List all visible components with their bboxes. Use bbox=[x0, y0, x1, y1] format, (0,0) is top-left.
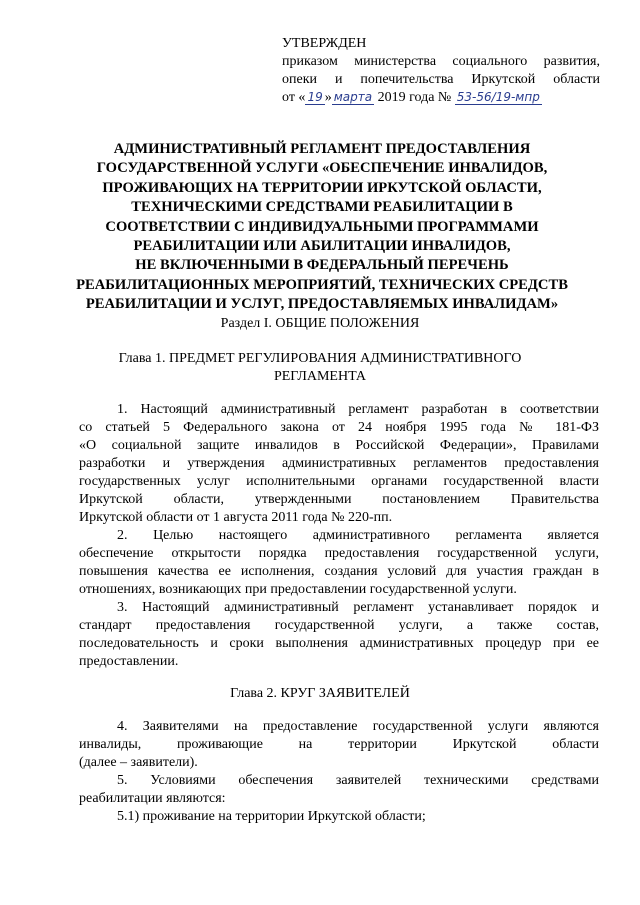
title-line: РЕАБИЛИТАЦИОННЫХ МЕРОПРИЯТИЙ, ТЕХНИЧЕСКИХ СРЕДСТВ bbox=[76, 276, 568, 293]
approval-block bbox=[282, 35, 600, 107]
document-title bbox=[72, 140, 572, 315]
paragraph-4: 4. Заявителями на предоставление государственной услуги являются инвалиды, проживающие на территории Иркутской области (далее – заявители). bbox=[79, 719, 599, 770]
paragraph-2: 2. Целью настоящего административного регламента является обеспечение открытости порядка предоставления государственной услуги, повышения качества ее исполнения, создания условий для участия граждан в отношениях, возникающих при предоставлении государственной услуги. bbox=[79, 528, 599, 597]
title-line: РЕАБИЛИТАЦИИ ИЛИ АБИЛИТАЦИИ ИНВАЛИДОВ, bbox=[133, 238, 511, 255]
paragraph-3: 3. Настоящий административный регламент устанавливает порядок и стандарт предоставления государственной услуги, а также состав, последовательность и сроки выполнения административных процедур при ее предоставлении. bbox=[79, 600, 599, 669]
title-line: ТЕХНИЧЕСКИМИ СРЕДСТВАМИ РЕАБИЛИТАЦИИ В bbox=[131, 199, 513, 216]
title-line: РЕАБИЛИТАЦИИ И УСЛУГ, ПРЕДОСТАВЛЯЕМЫХ ИНВАЛИДАМ» bbox=[85, 296, 559, 313]
handwritten-number: 53-56/19-мпр bbox=[456, 90, 540, 104]
section-heading: Раздел I. ОБЩИЕ ПОЛОЖЕНИЯ bbox=[220, 316, 420, 331]
title-line: АДМИНИСТРАТИВНЫЙ РЕГЛАМЕНТ ПРЕДОСТАВЛЕНИЯ bbox=[113, 141, 531, 157]
paragraph-1: 1. Настоящий административный регламент разработан в соответствии со статьей 5 Федерального закона от 24 ноября 1995 года № 181-ФЗ «О социальной защите инвалидов в Российской Федерации», Правилами разработки и утверждения административных регламентов предоставления государственных услуг исполнительными органами государственной власти Иркутской области, утвержденными постановлением Правительства Иркутской области от 1 августа 2011 года № 220-пп. bbox=[79, 402, 599, 525]
title-line: ПРОЖИВАЮЩИХ НА ТЕРРИТОРИИ ИРКУТСКОЙ ОБЛАСТИ, bbox=[102, 179, 542, 196]
chapter-2-heading: Глава 2. КРУГ ЗАЯВИТЕЛЕЙ bbox=[230, 686, 410, 701]
title-line: НЕ ВКЛЮЧЕННЫМИ В ФЕДЕРАЛЬНЫЙ ПЕРЕЧЕНЬ bbox=[135, 257, 509, 274]
approval-line-3: от « 19 » марта 2019 года № 53-56/19-мпр bbox=[282, 90, 540, 105]
paragraph-5: 5. Условиями обеспечения заявителей техническими средствами реабилитации являются: bbox=[79, 773, 599, 806]
chapter-1-heading: Глава 1. ПРЕДМЕТ РЕГУЛИРОВАНИЯ АДМИНИСТРАТИВНОГО РЕГЛАМЕНТА bbox=[118, 351, 522, 384]
handwritten-month: марта bbox=[333, 90, 373, 104]
title-line: СООТВЕТСТВИИ С ИНДИВИДУАЛЬНЫМИ ПРОГРАММАМИ bbox=[105, 218, 539, 235]
approval-heading: УТВЕРЖДЕН bbox=[282, 36, 367, 51]
paragraph-5-1: 5.1) проживание на территории Иркутской области; bbox=[117, 809, 426, 824]
approval-line-2: опеки и попечительства Иркутской области bbox=[282, 72, 600, 87]
title-line: ГОСУДАРСТВЕННОЙ УСЛУГИ «ОБЕСПЕЧЕНИЕ ИНВАЛИДОВ, bbox=[96, 160, 548, 177]
approval-line-1: приказом министерства социального развития, bbox=[282, 54, 600, 69]
handwritten-day: 19 bbox=[307, 90, 323, 104]
